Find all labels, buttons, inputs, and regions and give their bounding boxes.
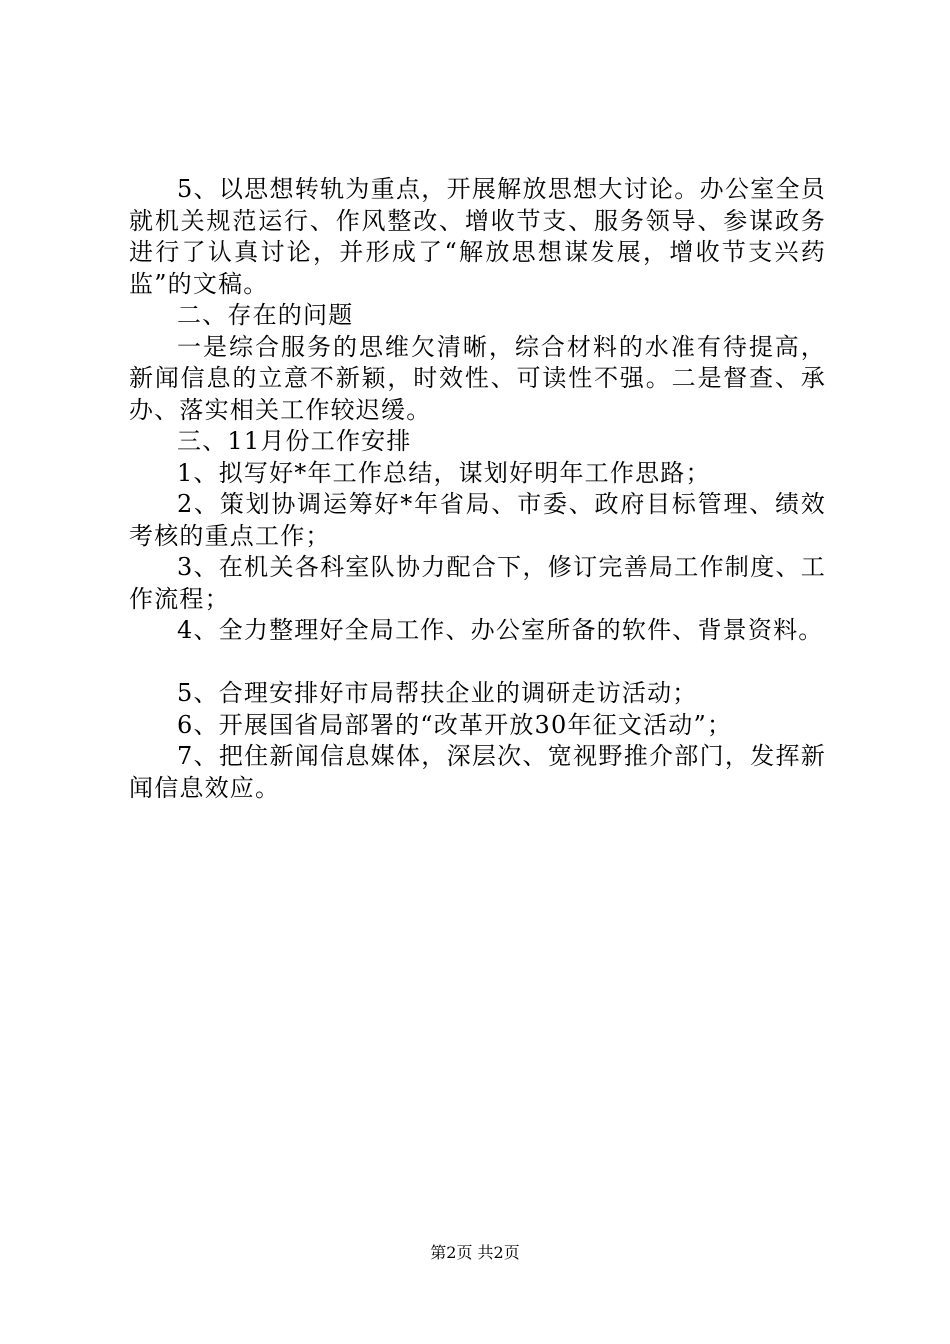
- page-number-footer: 第2页 共2页: [430, 1243, 520, 1262]
- document-body: [129, 174, 826, 804]
- section-heading-november-plan: 三、11月份工作安排: [177, 427, 412, 455]
- blank-line: [129, 647, 826, 679]
- plan-item-5: 5、合理安排好市局帮扶企业的调研走访活动；: [177, 679, 698, 707]
- plan-item-7: 7、把住新闻信息媒体，深层次、宽视野推介部门，发挥新闻信息效应。: [129, 742, 826, 802]
- paragraph-problems: 一是综合服务的思维欠清晰，综合材料的水准有待提高，新闻信息的立意不新颖，时效性、可读性不强。二是督查、承办、落实相关工作较迟缓。: [129, 332, 826, 424]
- paragraph-ideology-discussion: 5、以思想转轨为重点，开展解放思想大讨论。办公室全员就机关规范运行、作风整改、增收节支、服务领导、参谋政务进行了认真讨论，并形成了“解放思想谋发展，增收节支兴药监”的文稿。: [129, 175, 826, 298]
- plan-item-6: 6、开展国省局部署的“改革开放30年征文活动”；: [177, 710, 733, 739]
- plan-item-4: 4、全力整理好全局工作、办公室所备的软件、背景资料。: [177, 616, 824, 644]
- plan-item-1: 1、拟写好*年工作总结，谋划好明年工作思路；: [177, 458, 711, 487]
- plan-item-2: 2、策划协调运筹好*年省局、市委、政府目标管理、绩效考核的重点工作；: [129, 490, 826, 550]
- section-heading-problems: 二、存在的问题: [177, 301, 354, 329]
- plan-item-3: 3、在机关各科室队协力配合下，修订完善局工作制度、工作流程；: [129, 553, 826, 613]
